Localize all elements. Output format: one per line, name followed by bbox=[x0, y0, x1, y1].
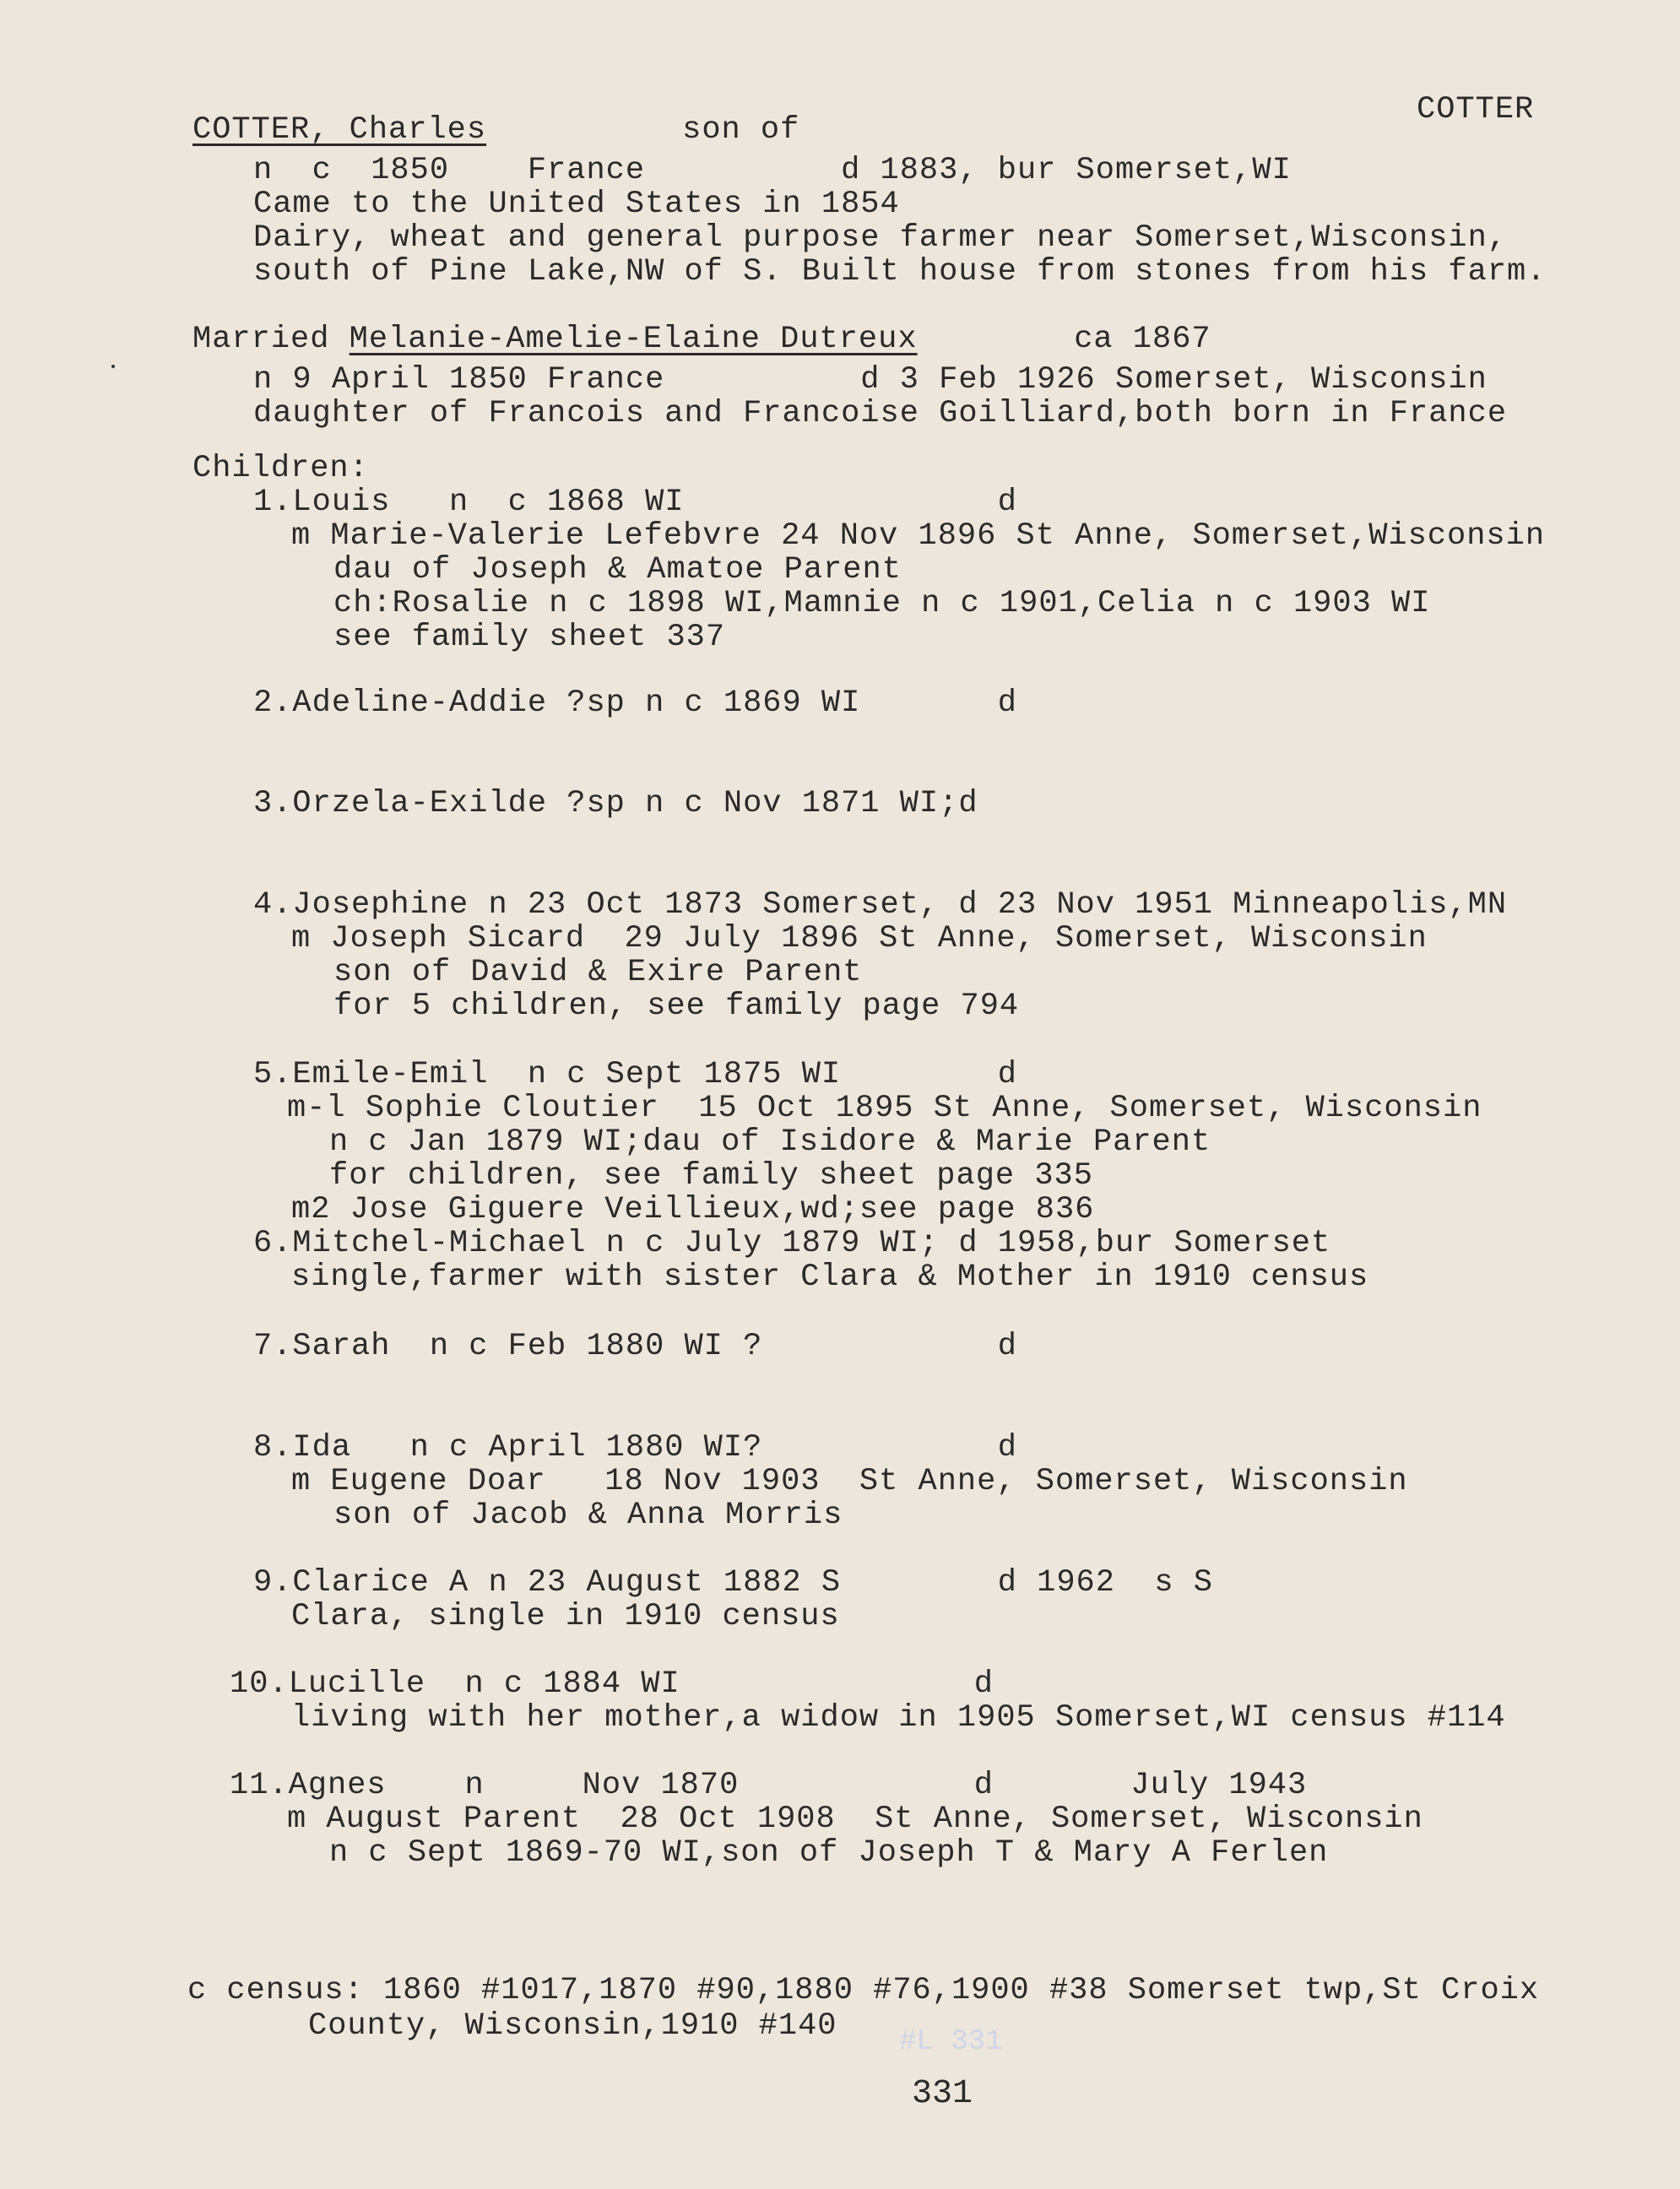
text-line: m Marie-Valerie Lefebvre 24 Nov 1896 St Anne, Somerset,Wisconsin bbox=[291, 518, 1546, 554]
child-entry: 11.Agnes n Nov 1870 d July 1943 bbox=[230, 1768, 1308, 1803]
census-footnote: c census: 1860 #1017,1870 #90,1880 #76,1900 #38 Somerset twp,St Croix bbox=[187, 1973, 1540, 2008]
text-line: Dairy, wheat and general purpose farmer near Somerset,Wisconsin, bbox=[253, 220, 1508, 256]
text-line: m-l Sophie Cloutier 15 Oct 1895 St Anne, Somerset, Wisconsin bbox=[287, 1091, 1482, 1126]
text-line: m Eugene Doar 18 Nov 1903 St Anne, Somerset, Wisconsin bbox=[291, 1464, 1408, 1499]
census-footnote: County, Wisconsin,1910 #140 bbox=[308, 2008, 837, 2044]
archive-stamp: #L 331 bbox=[899, 2026, 1003, 2058]
text-line: m2 Jose Giguere Veillieux,wd;see page 836 bbox=[291, 1192, 1095, 1227]
married-date: ca 1867 bbox=[1074, 322, 1211, 357]
ink-speck bbox=[111, 365, 115, 368]
text-line: son of David & Exire Parent bbox=[333, 955, 863, 990]
spouse-name: Melanie-Amelie-Elaine Dutreux bbox=[349, 322, 918, 357]
text-line: Clara, single in 1910 census bbox=[291, 1599, 840, 1634]
text-line: n 9 April 1850 France d 3 Feb 1926 Somerset, Wisconsin bbox=[253, 362, 1488, 398]
header-surname: COTTER bbox=[1417, 92, 1535, 127]
child-entry: 4.Josephine n 23 Oct 1873 Somerset, d 23 Nov 1951 Minneapolis,MN bbox=[253, 887, 1508, 923]
text-line: m Joseph Sicard 29 July 1896 St Anne, Somerset, Wisconsin bbox=[291, 921, 1428, 956]
text-line: n c Jan 1879 WI;dau of Isidore & Marie Parent bbox=[329, 1124, 1211, 1160]
text-line: south of Pine Lake,NW of S. Built house from stones from his farm. bbox=[253, 254, 1547, 290]
text-line: m August Parent 28 Oct 1908 St Anne, Somerset, Wisconsin bbox=[287, 1802, 1423, 1837]
text-line: dau of Joseph & Amatoe Parent bbox=[333, 552, 902, 588]
text-line: single,farmer with sister Clara & Mother in 1910 census bbox=[291, 1260, 1369, 1295]
child-entry: 5.Emile-Emil n c Sept 1875 WI d bbox=[253, 1057, 1017, 1092]
text-line: n c Sept 1869-70 WI,son of Joseph T & Mary A Ferlen bbox=[329, 1835, 1329, 1871]
text-line: n c 1850 France d 1883, bur Somerset,WI bbox=[253, 153, 1292, 188]
subject-heading bbox=[192, 113, 799, 147]
text-line: daughter of Francois and Francoise Goilliard,both born in France bbox=[253, 396, 1508, 431]
child-entry: 6.Mitchel-Michael n c July 1879 WI; d 1958,bur Somerset bbox=[253, 1226, 1331, 1261]
text-line: ch:Rosalie n c 1898 WI,Mamnie n c 1901,Celia n c 1903 WI bbox=[333, 586, 1431, 621]
child-entry: 9.Clarice A n 23 August 1882 S d 1962 s S bbox=[253, 1565, 1213, 1601]
marriage-line bbox=[192, 322, 1211, 356]
text-line: see family sheet 337 bbox=[333, 620, 726, 655]
text-line: Came to the United States in 1854 bbox=[253, 187, 900, 222]
child-entry: 1.Louis n c 1868 WI d bbox=[253, 485, 1017, 520]
child-entry: 3.Orzela-Exilde ?sp n c Nov 1871 WI;d bbox=[253, 786, 978, 821]
children-label: Children: bbox=[192, 451, 369, 486]
text-line: son of Jacob & Anna Morris bbox=[333, 1498, 843, 1533]
child-entry: 2.Adeline-Addie ?sp n c 1869 WI d bbox=[253, 685, 1017, 721]
text-line: for children, see family sheet page 335 bbox=[329, 1158, 1093, 1194]
page-number: 331 bbox=[912, 2075, 973, 2113]
subject-name: COTTER, Charles bbox=[192, 112, 487, 148]
text-line: for 5 children, see family page 794 bbox=[333, 989, 1020, 1024]
child-entry: 7.Sarah n c Feb 1880 WI ? d bbox=[253, 1329, 1017, 1364]
child-entry: 10.Lucille n c 1884 WI d bbox=[230, 1666, 994, 1702]
son-of-label: son of bbox=[682, 112, 800, 148]
child-entry: 8.Ida n c April 1880 WI? d bbox=[253, 1430, 1017, 1466]
text-line: living with her mother,a widow in 1905 Somerset,WI census #114 bbox=[291, 1700, 1506, 1736]
married-label: Married bbox=[192, 322, 350, 357]
